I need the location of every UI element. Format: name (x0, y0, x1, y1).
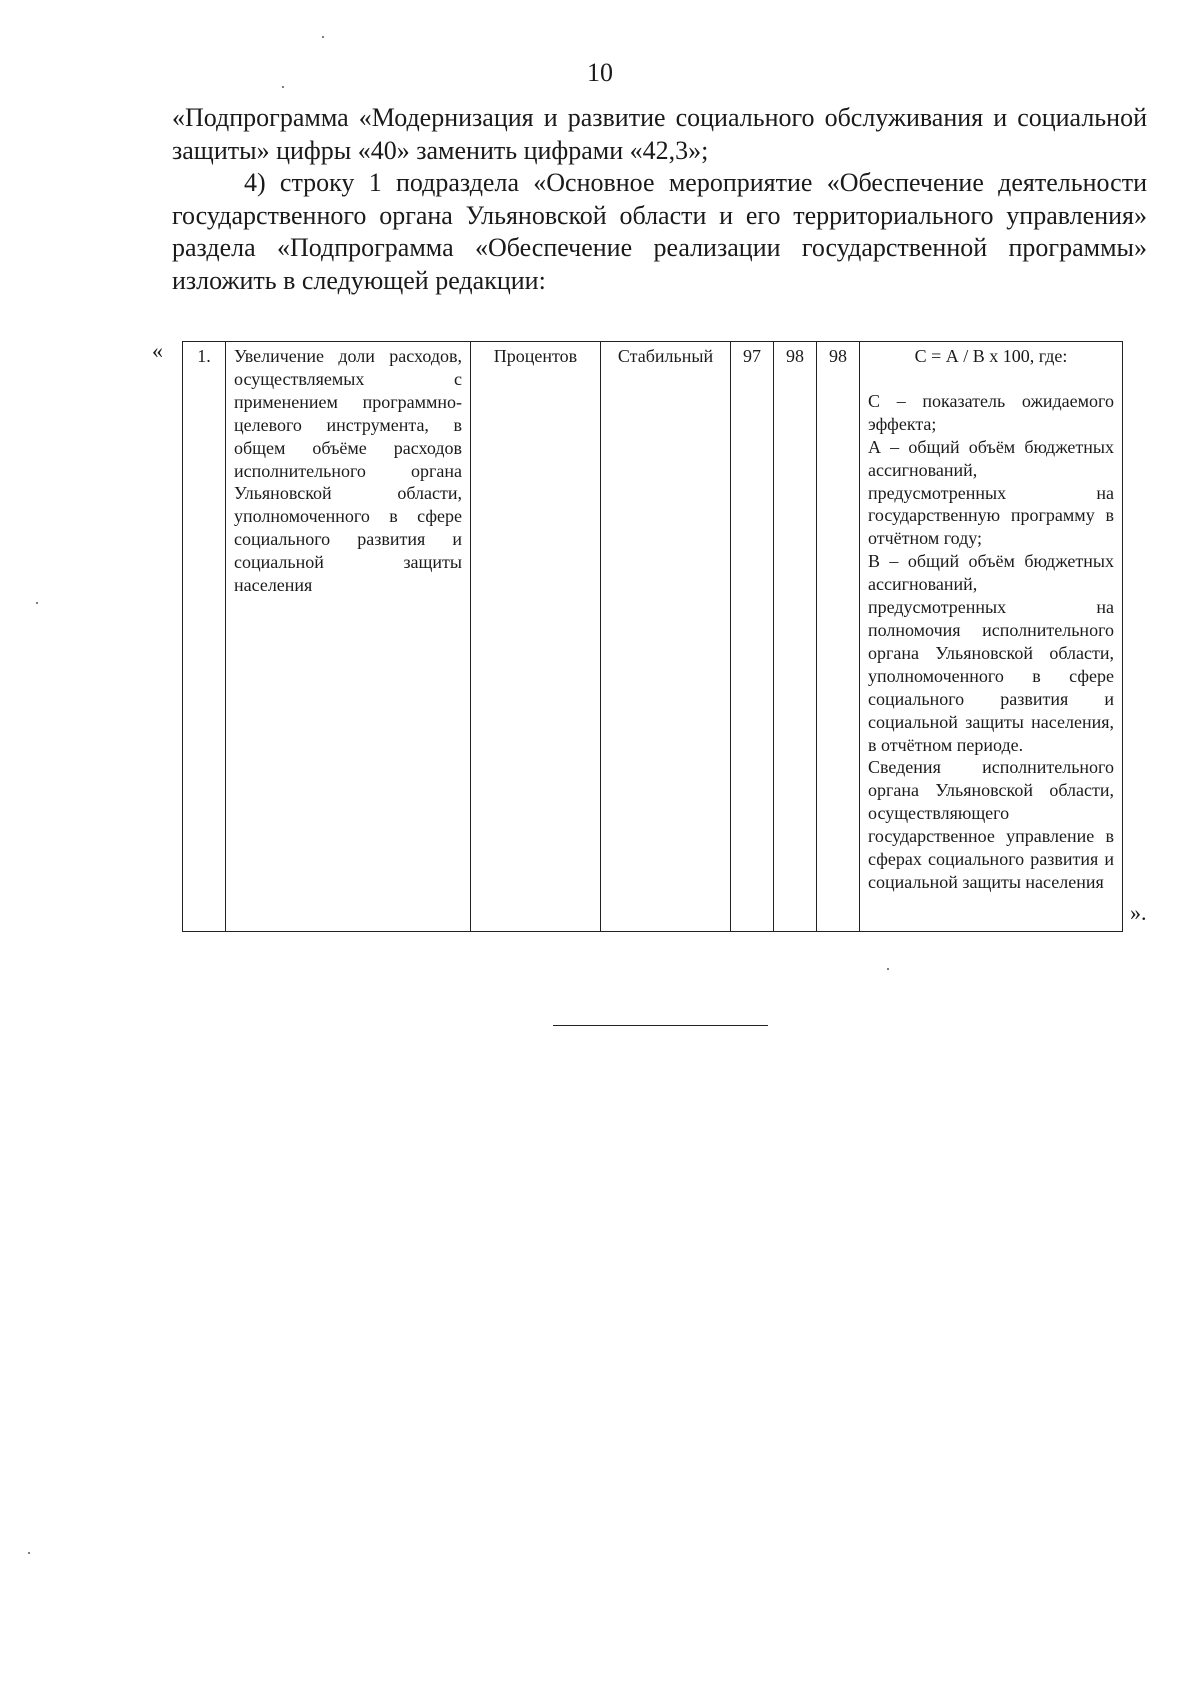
end-rule (553, 1025, 768, 1026)
formula-title: С = А / В х 100, где: (914, 346, 1068, 366)
formula-line-c: С – показатель ожидаемого эффекта; (868, 390, 1114, 434)
paragraph-subprogram-change: «Подпрограмма «Модернизация и развитие социального обслуживания и социальной защиты» цифры «40» заменить цифрами «42,3»; (172, 103, 1147, 165)
formula-line-b: В – общий объём бюджетных ассигнований, предусмотренных на полномочия исполнительного органа Ульяновской области, уполномоченного в сфере социального развития и социальной защиты населения, в отчётном периоде. (868, 551, 1114, 755)
page-number: 10 (587, 58, 613, 87)
formula-line-a: А – общий объём бюджетных ассигнований, предусмотренных на государственную программу в отчётном году; (868, 436, 1114, 549)
table-open-quote: « (152, 338, 163, 363)
value-cell-1: 97 (731, 342, 774, 932)
indicator-name-cell: Увеличение доли расходов, осуществляемых с применением программно-целевого инструмента, в общем объёме расходов исполнительного органа Ульяновской области, уполномоченного в сфере социального развития и социальной защиты населения (226, 342, 471, 932)
scan-speck (36, 602, 38, 604)
amendment-table (182, 341, 1123, 932)
formula-cell (860, 342, 1123, 932)
scan-speck (322, 36, 324, 38)
scan-speck (887, 968, 889, 970)
scan-speck (28, 1552, 30, 1554)
value-cell-2: 98 (774, 342, 817, 932)
body-text (172, 102, 1147, 297)
row-number-cell: 1. (183, 342, 226, 932)
scan-speck (282, 86, 284, 88)
table-close-quote: ». (1130, 900, 1147, 925)
trend-cell: Стабильный (601, 342, 731, 932)
value-cell-3: 98 (817, 342, 860, 932)
formula-line-source: Сведения исполнительного органа Ульяновской области, осуществляющего государственное управление в сферах социального развития и социальной защиты населения (868, 757, 1114, 892)
paragraph-item-4: 4) строку 1 подраздела «Основное мероприятие «Обеспечение деятельности государственного органа Ульяновской области и его территориального управления» раздела «Подпрограмма «Обеспечение реализации государственной программы» изложить в следующей редакции: (172, 168, 1147, 295)
table-row (183, 342, 1123, 932)
unit-cell: Процентов (471, 342, 601, 932)
